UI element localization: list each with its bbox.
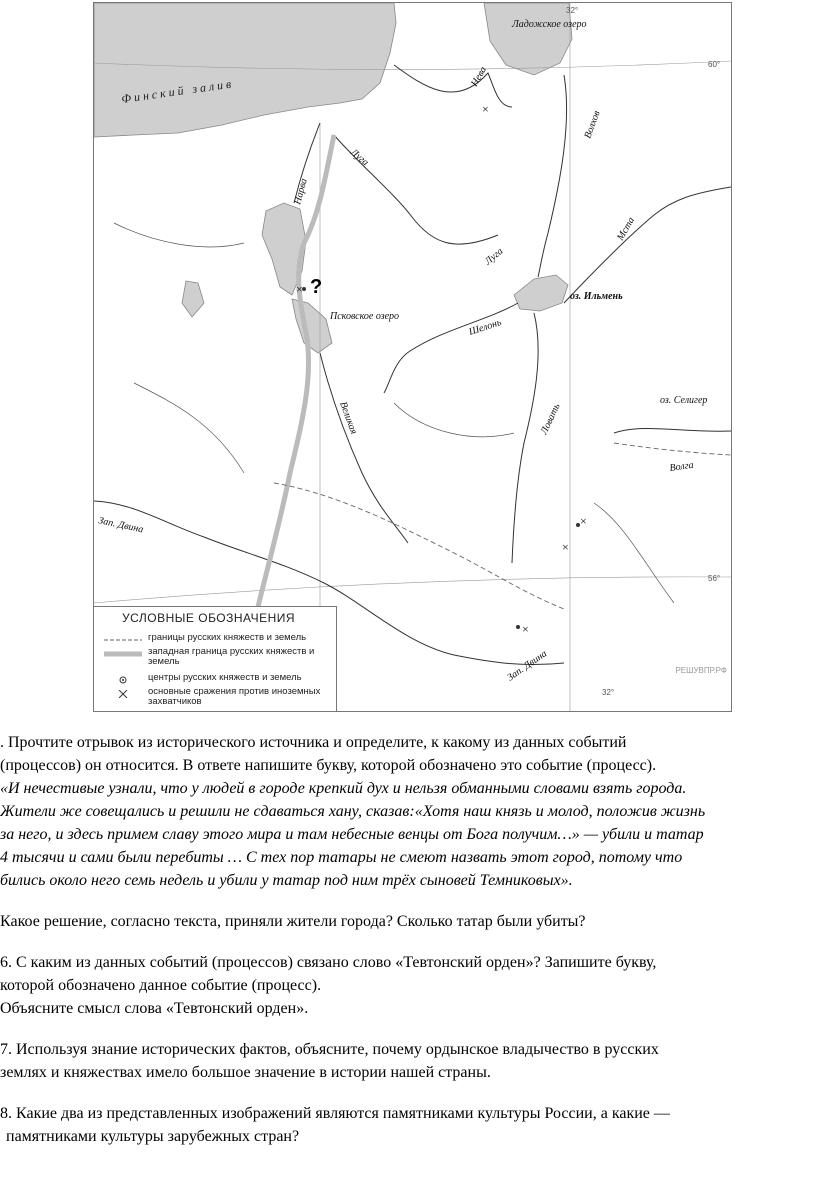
lake-ilmen [514,275,568,311]
river-msta [564,187,731,303]
q6-line-3: Объясните смысл слова «Тевтонский орден». [0,1000,309,1017]
watermark: РЕШУВПР.РФ [675,666,727,675]
coord-lon32-top: 32° [566,6,579,15]
q5-question: Какое решение, согласно текста, приняли жители города? Сколько татар были убиты? [0,913,586,930]
river-volkhov [538,75,567,277]
dashed-line-icon [104,636,142,644]
label-shelon: Шелонь [467,317,503,338]
q8-line-2: памятниками культуры зарубежных стран? [6,1128,300,1145]
label-volga: Волга [668,459,695,474]
river-misc [114,223,674,603]
coord-lon32-bottom: 32° [602,688,615,697]
label-zap-dvina-1: Зап. Двина [97,515,145,536]
label-volkhov: Волхов [582,109,603,141]
label-velikaya: Великая [337,400,360,436]
quote-line-5: бились около него семь недель и убили у татар под ним трёх сыновей Темниковых». [0,872,573,889]
label-narva: Нарва [292,177,310,206]
label-lovat: Ловать [538,401,563,437]
label-gulf: Финский залив [120,76,235,106]
q7-line-1: 7. Используя знание исторических фактов, объясните, почему ордынское владычество в русских [0,1041,659,1058]
river-velikaya [320,353,408,543]
grey-band-icon [104,650,142,658]
legend-title: УСЛОВНЫЕ ОБОЗНАЧЕНИЯ [122,611,296,625]
label-luga: Луга [348,146,371,169]
q5-line-1: . Прочтите отрывок из исторического источника и определите, к какому из данных событий [0,734,627,751]
label-pskov-lake: Псковское озеро [330,311,400,322]
label-msta: Мста [615,215,638,243]
coord-lat60: 60° [708,60,721,69]
quote-line-4: 4 тысячи и сами были перебиты … С тех пор татары не смеют назвать этот город, потому что [0,849,683,866]
river-volga [614,428,731,433]
quote-line-3: за него, и здесь примем славу этого мира и там небесные венцы от Бога получим…» — убили и татар [0,826,704,843]
q7-line-2: землях и княжествах имело большое значение в истории нашей страны. [0,1064,491,1081]
circle-dot-icon [104,676,142,684]
principality-border [274,443,731,609]
map-question-mark: ? [310,276,323,298]
lake-west [182,281,204,317]
quote-line-2: Жители же совещались и решили не сдаваться хану, сказав:«Хотя наш князь и молод, положив жизнь [0,803,706,820]
label-ilmen: оз. Ильмень [570,291,623,302]
label-luga-2: Луга [482,245,506,268]
river-neva [394,65,512,107]
coord-lat56: 56° [708,574,721,583]
svg-text:×: × [296,282,303,296]
lake-ladoga [484,3,572,75]
svg-text:×: × [562,540,569,554]
svg-text:×: × [482,102,489,116]
label-seliger: оз. Селигер [660,395,708,406]
label-zap-dvina-2: Зап. Двина [505,648,550,684]
q6-line-2: которой обозначено данное событие (процесс). [0,977,322,994]
map-canvas [94,3,731,711]
cross-icon [104,690,142,698]
svg-text:×: × [522,622,529,636]
q6-line-1: 6. С каким из данных событий (процессов) связано слово «Тевтонский орден»? Запишите букву, [0,954,657,971]
historical-map [93,2,732,712]
lake-pskov [292,299,332,353]
label-ladoga: Ладожское озеро [512,19,587,30]
river-lovat [512,313,538,563]
map-legend: УСЛОВНЫЕ ОБОЗНАЧЕНИЯ границы русских княжеств и земель западная граница русских княжеств и земель центры русских княжеств и земель основные сражения против иноземных захватчиков [94,606,337,711]
svg-text:×: × [580,514,587,528]
quote-line-1: «И нечестивые узнали, что у людей в городе крепкий дух и нельзя обманными словами взять города. [0,780,687,797]
gulf-of-finland [94,3,396,137]
q8-line-1: 8. Какие два из представленных изображений являются памятниками культуры России, а какие — [0,1105,670,1122]
q5-line-2: (процессов) он относится. В ответе напишите букву, которой обозначено это событие (процесс). [0,757,657,774]
label-neva: Нева [469,64,490,89]
